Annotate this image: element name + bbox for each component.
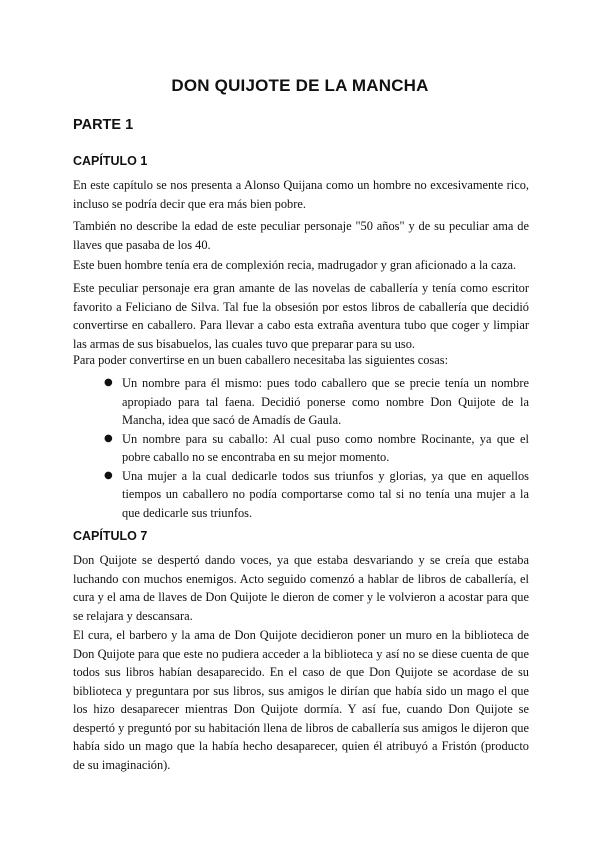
chapter-1-paragraph-1: En este capítulo se nos presenta a Alonso Quijana como un hombre no excesivamente rico, incluso se podría decir que era más bien pobre. bbox=[73, 178, 529, 211]
list-item-text: Un nombre para su caballo: Al cual puso como nombre Rocinante, ya que el pobre caballo no se encontraba en su mejor momento. bbox=[122, 431, 529, 464]
document-title: DON QUIJOTE DE LA MANCHA bbox=[171, 76, 429, 95]
chapter-1-paragraph-5: Para poder convertirse en un buen caballero necesitaba las siguientes cosas: bbox=[73, 353, 449, 367]
chapter-1-paragraph-3: Este buen hombre tenía era de complexión recia, madrugador y gran aficionado a la caza. bbox=[73, 258, 517, 272]
chapter-7-heading: CAPÍTULO 7 bbox=[73, 529, 148, 543]
chapter-1-paragraph-2: También no describe la edad de este peculiar personaje "50 años" y de su peculiar ama de llaves que pasaba de los 40. bbox=[73, 219, 529, 252]
list-item bbox=[73, 430, 529, 467]
chapter-7-paragraph-2: El cura, el barbero y la ama de Don Quijote decidieron poner un muro en la biblioteca de Don Quijote para que este no pudiera acceder a la biblioteca y así no se diese cuenta de que todos sus libros habían desaparecido. En el caso de que Don Quijote se acordase de su biblioteca y preguntara por sus libros, sus amigos le dirían que había sido un mago el que los hizo desaparecer mientras Don Quijote dormía. Y así fue, cuando Don Quijote se despertó y preguntó por su habitación llena de libros de caballería sus amigos le dijeron que había sido un mago que la había hecho desaparecer, quien él atribuyó a Fristón (producto de su imaginación). bbox=[73, 628, 529, 772]
part-heading: PARTE 1 bbox=[73, 117, 134, 133]
bullet-icon: ● bbox=[104, 432, 113, 444]
chapter-7-paragraph-1: Don Quijote se despertó dando voces, ya que estaba desvariando y se creía que estaba luchando con muchos enemigos. Acto seguido comenzó a hablar de libros de caballería, el cura y el ama de llaves de Don Quijote le dieron de comer y le volvieron a acostar para que se relajara y descansara. bbox=[73, 553, 529, 623]
requirements-list bbox=[73, 374, 529, 522]
bullet-icon: ● bbox=[104, 469, 113, 481]
list-item-text: Un nombre para él mismo: pues todo caballero que se precie tenía un nombre apropiado para tal faena. Decidió ponerse como nombre Don Quijote de la Mancha, idea que sacó de Amadís de Gaula. bbox=[122, 376, 529, 427]
list-item bbox=[73, 467, 529, 523]
chapter-1-heading: CAPÍTULO 1 bbox=[73, 154, 148, 168]
list-item bbox=[73, 374, 529, 430]
bullet-icon: ● bbox=[104, 377, 113, 388]
chapter-1-paragraph-4: Este peculiar personaje era gran amante de las novelas de caballería y tenía como escritor favorito a Feliciano de Silva. Tal fue la obsesión por estos libros de caballería que decidió convertirse en caballero. Para llevar a cabo esta extraña aventura tubo que coger y limpiar las armas de sus bisabuelos, las cuales tuvo que preparar para su uso. bbox=[73, 281, 529, 351]
list-item-text: Una mujer a la cual dedicarle todos sus triunfos y glorias, ya que en aquellos tiempos un caballero no podía comportarse como tal si no tenía una mujer a la que dedicarle sus triunfos. bbox=[122, 468, 529, 520]
